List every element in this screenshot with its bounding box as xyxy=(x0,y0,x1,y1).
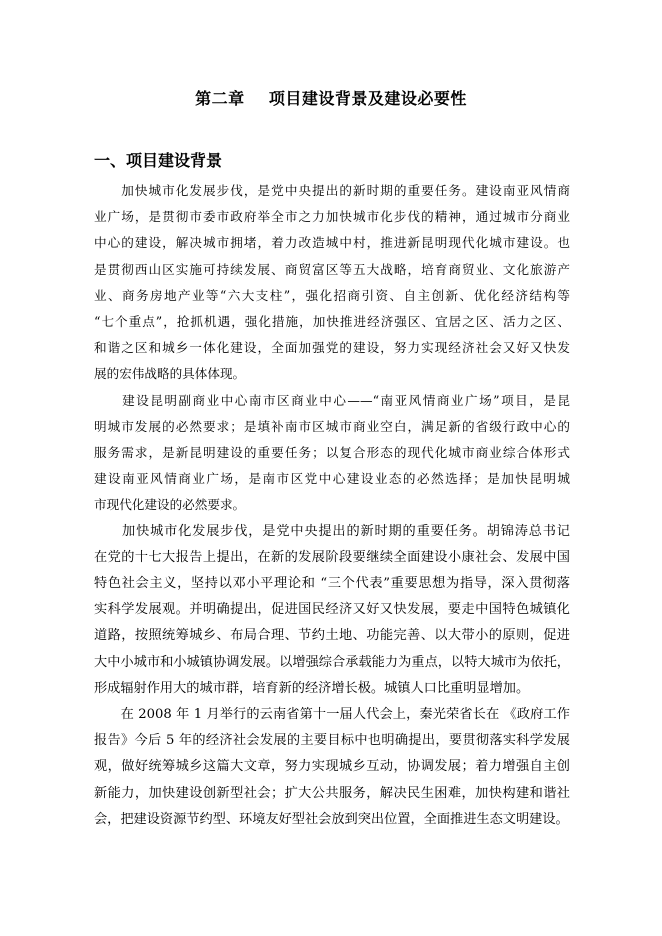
text-line: 报告》今后 5 年的经济社会发展的主要目标中也明确提出，要贯彻落实科学发展 xyxy=(94,733,570,749)
text-line: 会，把建设资源节约型、环境友好型社会放到突出位置，全面推进生态文明建设。 xyxy=(94,811,569,827)
paragraph xyxy=(94,702,570,833)
text-line: 实科学发展观。并明确提出，促进国民经济又好又快发展，要走中国特色城镇化 xyxy=(94,602,570,618)
text-line: 在党的十七大报告上提出，在新的发展阶段要继续全面建设小康社会、发展中国 xyxy=(94,549,570,565)
text-line: 业、商务房地产业等“六大支柱”，强化招商引资、自主创新、优化经济结构等 xyxy=(94,287,570,303)
text-line: 道路，按照统筹城乡、布局合理、节约土地、功能完善、以大带小的原则，促进 xyxy=(94,628,570,644)
chapter-title: 第二章 项目建设背景及建设必要性 xyxy=(195,89,467,108)
paragraph xyxy=(94,388,570,519)
paragraph xyxy=(94,519,570,702)
text-line: 新能力，加快建设创新型社会；扩大公共服务，解决民生困难，加快构建和谐社 xyxy=(94,785,570,801)
text-line: 特色社会主义，坚持以邓小平理论和 “三个代表”重要思想为指导，深入贯彻落 xyxy=(94,576,570,592)
text-line: 是贯彻西山区实施可持续发展、商贸富区等五大战略，培育商贸业、文化旅游产 xyxy=(94,261,570,277)
text-line: 形成辐射作用大的城市群，培育新的经济增长极。城镇人口比重明显增加。 xyxy=(94,680,530,696)
text-line: 市现代化建设的必然要求。 xyxy=(94,497,246,513)
text-line: 大中小城市和小城镇协调发展。以增强综合承载能力为重点，以特大城市为依托， xyxy=(94,654,570,670)
text-line: 服务需求，是新昆明建设的重要任务；以复合形态的现代化城市商业综合体形式 xyxy=(94,445,570,461)
text-line: 建设南亚风情商业广场，是南市区党中心建设业态的必然选择；是加快昆明城 xyxy=(94,471,570,487)
paragraph xyxy=(94,178,570,388)
text-line: 建设昆明副商业中心南市区商业中心——“南亚风情商业广场”项目，是昆 xyxy=(94,392,570,408)
text-line: 和谐之区和城乡一体化建设，全面加强党的建设，努力实现经济社会又好又快发 xyxy=(94,340,570,356)
text-line: 中心的建设，解决城市拥堵，着力改造城中村，推进新昆明现代化城市建设。也 xyxy=(94,235,570,251)
section-heading: 一、项目建设背景 xyxy=(94,151,223,170)
text-line: 观，做好统筹城乡这篇大文章，努力实现城乡互动，协调发展；着力增强自主创 xyxy=(94,759,570,775)
text-line: 业广场，是贯彻市委市政府举全市之力加快城市化步伐的精神，通过城市分商业 xyxy=(94,209,570,225)
text-line: 加快城市化发展步伐，是党中央提出的新时期的重要任务。建设南亚风情商 xyxy=(94,183,570,198)
text-line: 加快城市化发展步伐，是党中央提出的新时期的重要任务。胡锦涛总书记 xyxy=(94,523,570,539)
text-line: 展的宏伟战略的具体体现。 xyxy=(94,366,246,382)
text-line: 在 2008 年 1 月举行的云南省第十一届人代会上，秦光荣省长在 《政府工作 xyxy=(94,707,570,723)
text-line: “七个重点”，抢抓机遇，强化措施，加快推进经济强区、宜居之区、活力之区、 xyxy=(94,314,570,330)
text-line: 明城市发展的必然要求；是填补南市区城市商业空白，满足新的省级行政中心的 xyxy=(94,418,570,434)
body-text xyxy=(94,178,570,833)
